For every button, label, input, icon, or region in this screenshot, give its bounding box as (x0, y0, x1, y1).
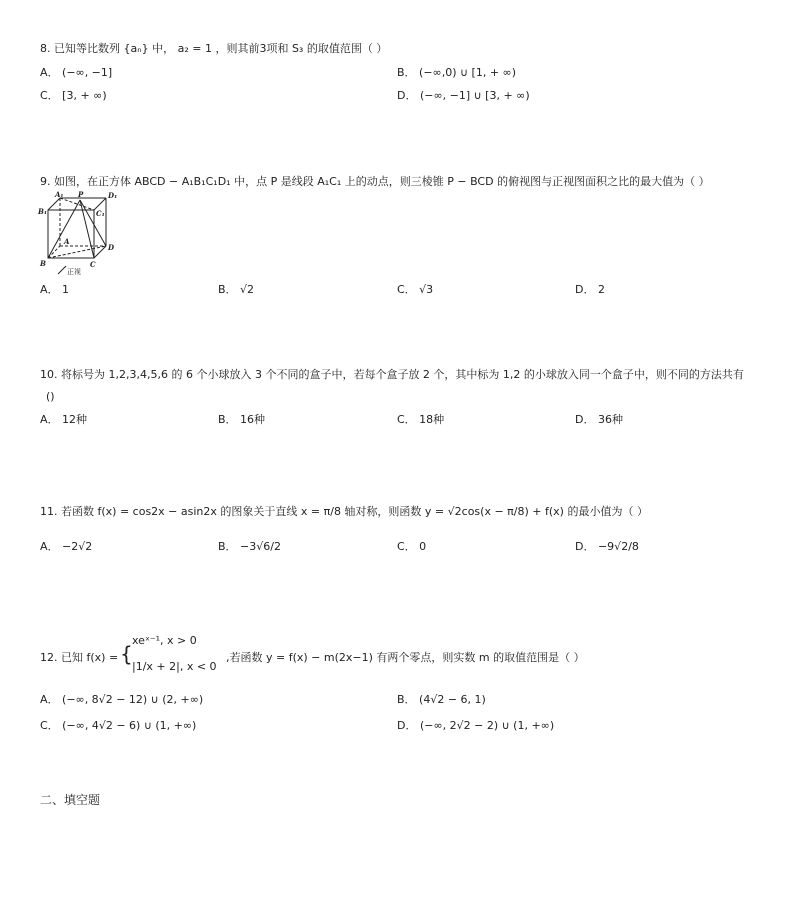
q12-case2: |1/x + 2|, x < 0 (132, 660, 217, 673)
label-b: B (40, 259, 46, 268)
q9-stem: 9. 如图，在正方体 ABCD − A₁B₁C₁D₁ 中，点 P 是线段 A₁C₁ 上的动点，则三棱锥 P − BCD 的俯视图与正视图面积之比的最大值为（ ） (40, 175, 710, 188)
q12-suffix: ,若函数 y = f(x) − m(2x−1) 有两个零点，则实数 m 的取值范围是（ ） (226, 651, 585, 664)
q10-option-a: A． 12种 (40, 413, 88, 426)
q11-option-b: B． −3√6/2 (218, 540, 281, 553)
q10-option-d: D． 36种 (575, 413, 623, 426)
label-d1: D₁ (108, 191, 118, 200)
label-c: C (90, 260, 96, 269)
label-d: D (108, 243, 115, 252)
q12-option-a: A． (−∞, 8√2 − 12) ∪ (2, +∞) (40, 693, 204, 706)
q9-option-d: D． 2 (575, 283, 605, 296)
q10-stem-line2: () (46, 390, 55, 403)
label-a1: A₁ (55, 190, 64, 199)
q9-option-b: B． √2 (218, 283, 255, 296)
figure-caption: 正视 (67, 268, 81, 276)
q8-option-a: A． (−∞, −1] (40, 66, 113, 79)
q8-option-b: B． (−∞,0) ∪ [1, + ∞) (397, 66, 516, 79)
q8-option-c: C． [3, + ∞) (40, 89, 107, 102)
q11-option-a: A． −2√2 (40, 540, 93, 553)
q10-option-b: B． 16种 (218, 413, 266, 426)
section-title: 二、填空题 (40, 793, 101, 807)
q9-option-c: C． √3 (397, 283, 434, 296)
q8-option-d: D． (−∞, −1] ∪ [3, + ∞) (397, 89, 530, 102)
q9-option-a: A． 1 (40, 283, 70, 296)
q11-stem: 11. 若函数 f(x) = cos2x − asin2x 的图象关于直线 x = π/8 轴对称，则函数 y = √2cos(x − π/8) + f(x) 的最小值为（ ） (40, 505, 648, 518)
q12-option-c: C． (−∞, 4√2 − 6) ∪ (1, +∞) (40, 719, 197, 732)
q12-case-brace: { (120, 642, 133, 666)
q10-stem-line1: 10. 将标号为 1,2,3,4,5,6 的 6 个小球放入 3 个不同的盒子中，若每个盒子放 2 个，其中标为 1,2 的小球放入同一个盒子中，则不同的方法共有 (40, 368, 744, 381)
label-p: P (78, 190, 84, 199)
q12-option-d: D． (−∞, 2√2 − 2) ∪ (1, +∞) (397, 719, 555, 732)
label-b1: B₁ (38, 207, 47, 216)
q11-option-c: C． 0 (397, 540, 427, 553)
q11-option-d: D． −9√2/8 (575, 540, 639, 553)
q12-prefix: 12. 已知 f(x) = (40, 651, 119, 664)
label-a: A (64, 237, 70, 246)
label-c1: C₁ (96, 209, 105, 218)
q8-stem: 8. 已知等比数列 {aₙ} 中， a₂ = 1 ，则其前3项和 S₃ 的取值范围（ ） (40, 42, 388, 55)
q12-case1: xeˣ⁻¹, x > 0 (132, 634, 197, 647)
q10-option-c: C． 18种 (397, 413, 445, 426)
cube-figure (36, 190, 126, 278)
q12-option-b: B． (4√2 − 6, 1) (397, 693, 486, 706)
